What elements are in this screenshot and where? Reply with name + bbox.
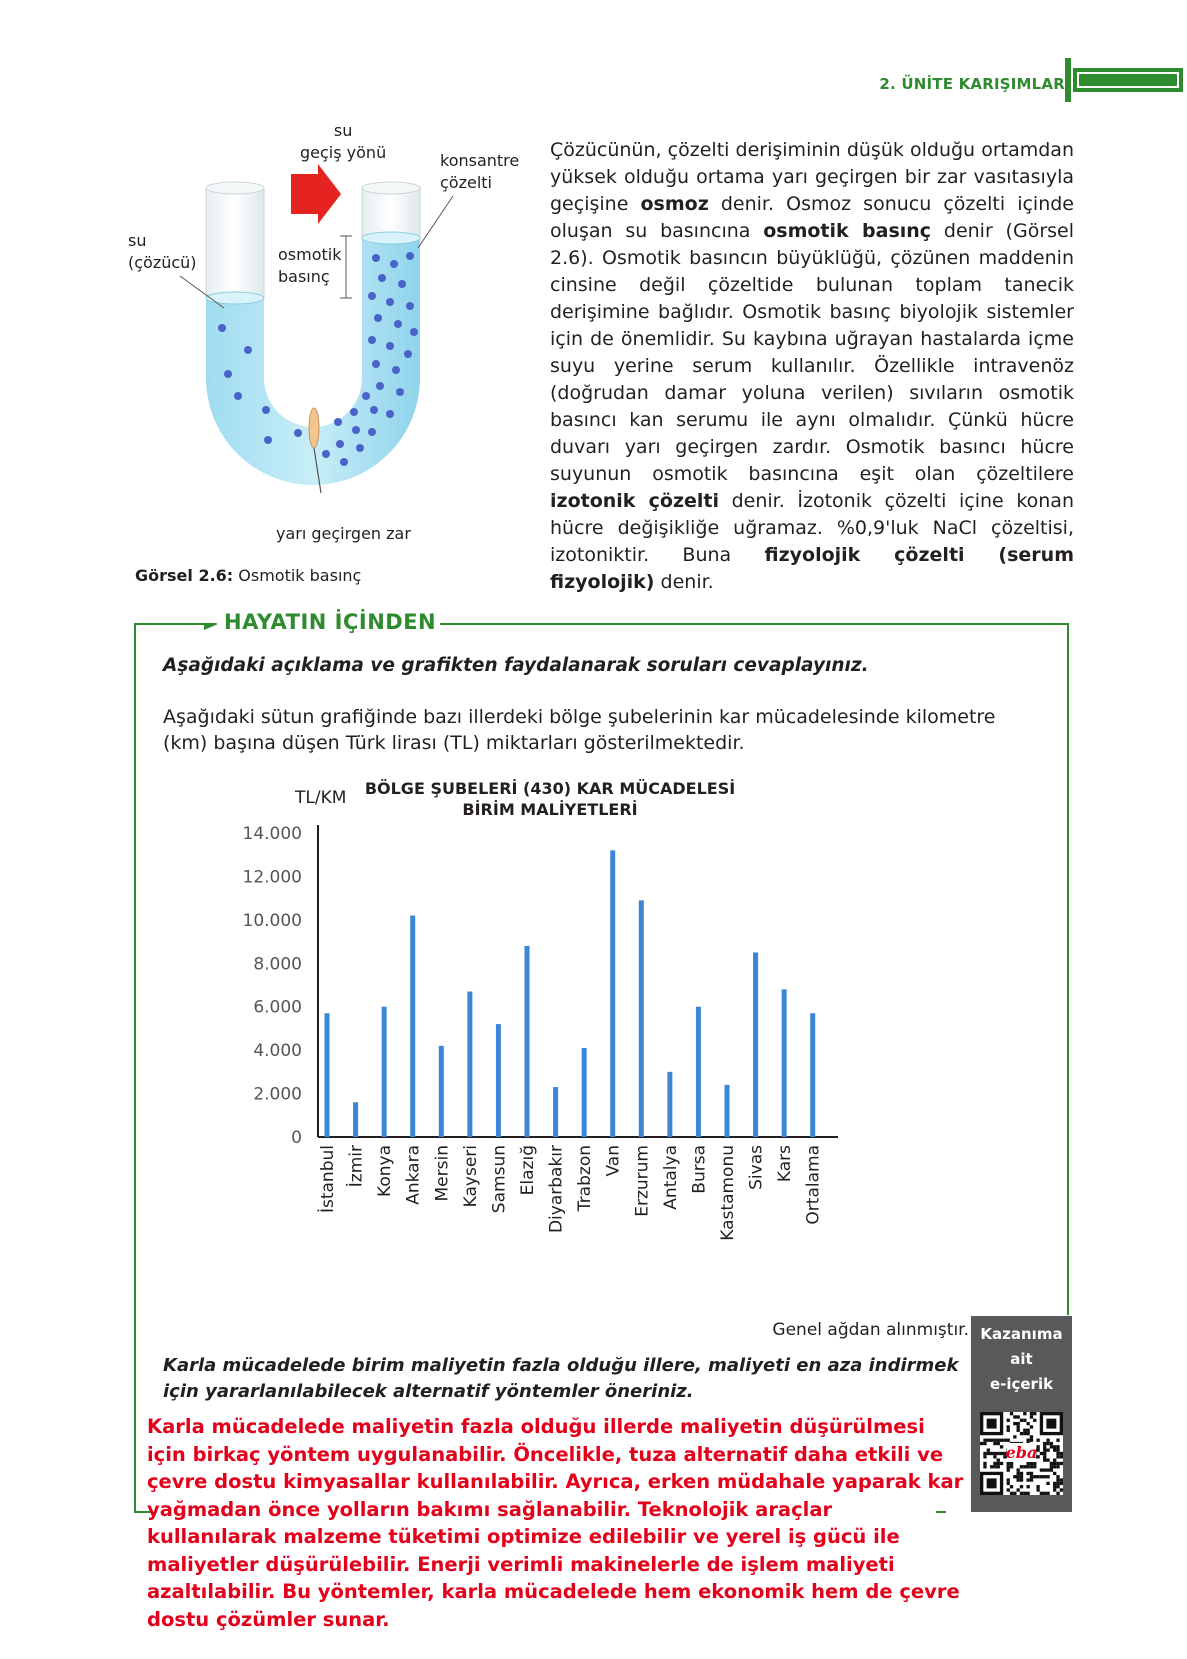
- qr-module: [1056, 1465, 1059, 1468]
- activity-instruction: Aşağıdaki açıklama ve grafikten faydalanarak soruları cevaplayınız.: [163, 655, 869, 676]
- solution-label: [440, 150, 519, 194]
- qr-module: [993, 1452, 996, 1455]
- figure-caption-prefix: Görsel 2.6:: [135, 566, 234, 585]
- solvent-label-line-2: (çözücü): [128, 253, 197, 272]
- bar-2: [353, 1102, 358, 1137]
- solvent-label-line-1: su: [128, 231, 147, 250]
- qr-module: [1046, 1468, 1049, 1471]
- qr-module: [1026, 1439, 1029, 1442]
- qr-module: [1026, 1492, 1029, 1495]
- x-tick-label: Kastamonu: [718, 1145, 738, 1241]
- qr-module: [1020, 1472, 1023, 1475]
- qr-module: [993, 1462, 996, 1465]
- bar-16: [753, 952, 758, 1137]
- qr-module: [1026, 1478, 1029, 1481]
- qr-module: [1043, 1449, 1046, 1452]
- qr-module: [1020, 1492, 1023, 1495]
- qr-module: [1033, 1475, 1036, 1478]
- qr-module: [1053, 1445, 1056, 1448]
- bar-5: [439, 1046, 444, 1137]
- qr-module: [987, 1452, 990, 1455]
- qr-module: [1040, 1452, 1043, 1455]
- qr-module: [1020, 1465, 1023, 1468]
- body-text-part-4: denir. İzotonik çözelti içine konan hücre değişikliğe uğramaz. %0,9'luk NaCl çözeltisi, izotoniktir. Buna: [550, 490, 1074, 566]
- qr-module: [1020, 1419, 1023, 1422]
- bar-13: [667, 1072, 672, 1137]
- qr-module: [1050, 1442, 1053, 1445]
- qr-module: [1017, 1425, 1020, 1428]
- x-tick-label: Elazığ: [518, 1145, 538, 1196]
- membrane-label: yarı geçirgen zar: [276, 524, 411, 543]
- qr-module: [1013, 1475, 1016, 1478]
- activity-box-title: HAYATIN İÇİNDEN: [220, 610, 440, 634]
- econtent-label: [971, 1316, 1072, 1397]
- qr-module: [1026, 1432, 1029, 1435]
- qr-module: [997, 1458, 1000, 1461]
- qr-module: [1000, 1445, 1003, 1448]
- qr-module: [997, 1439, 1000, 1442]
- qr-module: [1043, 1452, 1046, 1455]
- qr-module: [1017, 1475, 1020, 1478]
- qr-module: [1043, 1455, 1046, 1458]
- qr-module: [1053, 1462, 1056, 1465]
- question-text: Karla mücadelede birim maliyetin fazla olduğu illere, maliyeti en aza indirmek için yararlanılabilecek alternatif yöntemler öneriniz.: [163, 1355, 959, 1402]
- qr-module: [997, 1462, 1000, 1465]
- qr-module: [983, 1439, 986, 1442]
- x-tick-label: Konya: [375, 1145, 396, 1197]
- qr-module: [1007, 1429, 1010, 1432]
- bar-10: [582, 1048, 587, 1137]
- pressure-label: [278, 244, 341, 288]
- y-tick-label: 12.000: [242, 867, 302, 888]
- qr-module: [1010, 1492, 1013, 1495]
- x-tick-label: Kayseri: [460, 1145, 481, 1208]
- qr-module: [1026, 1472, 1029, 1475]
- qr-module: [1023, 1419, 1026, 1422]
- y-tick-label: 6.000: [253, 997, 302, 1018]
- body-text-part-1: Çözücünün, çözelti derişiminin düşük olduğu ortamdan yüksek olduğu ortama yarı geçirgen bir zar vasıtasıyla geçişine: [550, 139, 1074, 215]
- qr-module: [1053, 1465, 1056, 1468]
- qr-module: [1056, 1482, 1059, 1485]
- qr-module: [1043, 1445, 1046, 1448]
- pressure-label-line-2: basınç: [278, 267, 330, 286]
- solvent-label: [128, 230, 197, 274]
- bar-15: [725, 1085, 730, 1137]
- qr-module: [1046, 1439, 1049, 1442]
- qr-module: [1056, 1439, 1059, 1442]
- x-tick-label: Trabzon: [575, 1145, 596, 1212]
- qr-module: [1043, 1468, 1046, 1471]
- qr-module: [1056, 1445, 1059, 1448]
- qr-module: [1007, 1488, 1010, 1491]
- qr-module: [1043, 1458, 1046, 1461]
- qr-module: [1056, 1475, 1059, 1478]
- qr-module: [1036, 1485, 1039, 1488]
- qr-module: [1046, 1475, 1049, 1478]
- qr-module: [1046, 1419, 1056, 1429]
- qr-module: [1013, 1435, 1016, 1438]
- qr-module: [1033, 1412, 1036, 1415]
- qr-module: [1060, 1452, 1063, 1455]
- qr-module: [1050, 1465, 1053, 1468]
- qr-module: [1030, 1475, 1033, 1478]
- x-tick-label: Samsun: [489, 1145, 510, 1214]
- osmosis-figure: [128, 118, 548, 558]
- term-osmoz: osmoz: [640, 193, 709, 215]
- body-text-part-3: denir (Görsel 2.6). Osmotik basıncın büyüklüğü, çözünen maddenin cinsine değil çözeltide bulunan toplam tanecik derişimine bağlıdır. Osmotik basınç biyolojik sistemler için de önemlidir. Su kaybına uğrayan hastalarda içme suyu yerine serum kullanılır. Özellikle intravenöz (doğrudan damar yoluna verilen) sıvıların osmotik basıncı kan serumu ile aynı olmalıdır. Çünkü hücre duvarı yarı geçirgen zardır. Osmotik basıncı hücre suyunun osmotik basıncına eşit olan çözeltilere: [550, 220, 1074, 485]
- x-tick-label: Van: [603, 1145, 624, 1177]
- qr-module: [1023, 1412, 1026, 1415]
- x-tick-label: Antalya: [660, 1145, 681, 1210]
- qr-module: [997, 1465, 1000, 1468]
- qr-module: [1010, 1462, 1013, 1465]
- qr-module: [1023, 1429, 1026, 1432]
- bar-8: [525, 946, 530, 1137]
- body-text-part-2: denir. Osmoz sonucu çözelti içinde oluşan su basıncına: [550, 193, 1074, 242]
- econtent-line-1: Kazanıma: [980, 1325, 1063, 1343]
- qr-module: [1026, 1485, 1029, 1488]
- flow-label: [300, 120, 386, 164]
- solution-label-line-2: çözelti: [440, 173, 492, 192]
- y-tick-label: 4.000: [253, 1041, 302, 1062]
- qr-module: [1017, 1429, 1020, 1432]
- bar-3: [382, 1007, 387, 1137]
- qr-module: [1043, 1475, 1046, 1478]
- qr-module: [1007, 1482, 1010, 1485]
- econtent-box[interactable]: [971, 1316, 1072, 1512]
- qr-module: [1023, 1492, 1026, 1495]
- qr-module: [983, 1452, 986, 1455]
- figure-caption-text: Osmotik basınç: [233, 566, 362, 585]
- qr-code-icon[interactable]: [980, 1412, 1063, 1495]
- qr-module: [1053, 1488, 1056, 1491]
- x-tick-label: Ankara: [403, 1145, 424, 1205]
- qr-module: [1010, 1465, 1013, 1468]
- qr-module: [1056, 1452, 1059, 1455]
- qr-module: [993, 1439, 996, 1442]
- qr-module: [1020, 1475, 1023, 1478]
- qr-module: [1053, 1482, 1056, 1485]
- qr-module: [987, 1419, 997, 1429]
- qr-module: [1056, 1492, 1059, 1495]
- body-text-part-5: denir.: [654, 571, 714, 593]
- qr-module: [1033, 1462, 1036, 1465]
- qr-module: [990, 1439, 993, 1442]
- qr-module: [1050, 1462, 1053, 1465]
- x-tick-label: Kars: [775, 1145, 796, 1183]
- y-tick-label: 8.000: [253, 954, 302, 975]
- unit-header-title: 2. ÜNİTE KARIŞIMLAR: [879, 75, 1065, 93]
- qr-module: [990, 1452, 993, 1455]
- qr-module: [1040, 1475, 1043, 1478]
- qr-module: [1033, 1419, 1036, 1422]
- qr-module: [1036, 1475, 1039, 1478]
- qr-module: [1053, 1485, 1056, 1488]
- body-paragraph: [550, 137, 1074, 596]
- qr-module: [1003, 1439, 1006, 1442]
- qr-module: [1017, 1488, 1020, 1491]
- qr-module: [1056, 1485, 1059, 1488]
- qr-module: [983, 1465, 986, 1468]
- x-tick-label: İstanbul: [318, 1145, 338, 1214]
- term-osmotic-pressure: osmotik basınç: [763, 220, 932, 242]
- x-tick-label: Erzurum: [632, 1145, 653, 1217]
- qr-module: [987, 1449, 990, 1452]
- qr-module: [1036, 1439, 1039, 1442]
- qr-module: [1030, 1425, 1033, 1428]
- qr-module: [1046, 1449, 1049, 1452]
- x-tick-label: Bursa: [689, 1145, 710, 1194]
- bar-4: [410, 916, 415, 1137]
- qr-module: [1007, 1478, 1010, 1481]
- qr-module: [1013, 1415, 1016, 1418]
- y-axis-label: TL/KM: [295, 788, 347, 808]
- qr-module: [1040, 1492, 1043, 1495]
- qr-module: [983, 1462, 986, 1465]
- y-tick-label: 0: [291, 1128, 302, 1148]
- qr-module: [1030, 1478, 1033, 1481]
- qr-module: [987, 1478, 997, 1488]
- qr-module: [1020, 1485, 1023, 1488]
- pressure-label-line-1: osmotik: [278, 245, 342, 264]
- qr-module: [1056, 1478, 1059, 1481]
- qr-module: [1060, 1478, 1063, 1481]
- qr-module: [1030, 1412, 1033, 1415]
- qr-module: [1043, 1442, 1046, 1445]
- qr-module: [983, 1442, 986, 1445]
- solution-label-line-1: konsantre: [440, 151, 520, 170]
- x-tick-label: Sivas: [746, 1145, 767, 1190]
- qr-module: [1026, 1429, 1029, 1432]
- bar-7: [496, 1024, 501, 1137]
- flow-label-line-1: su: [333, 121, 353, 140]
- qr-module: [997, 1452, 1000, 1455]
- qr-module: [1023, 1465, 1026, 1468]
- qr-module: [1060, 1488, 1063, 1491]
- y-tick-label: 2.000: [253, 1084, 302, 1105]
- qr-module: [1053, 1458, 1056, 1461]
- qr-module: [1046, 1442, 1049, 1445]
- qr-module: [1030, 1462, 1033, 1465]
- answer-text: Karla mücadelede maliyetin fazla olduğu illerde maliyetin düşürülmesi için birkaç yöntem uygulanabilir. Öncelikle, tuza alternatif daha etkili ve çevre dostu kimyasallar kullanılabilir. Ayrıca, erken müdahale yaparak kar yağmadan önce yolların bakımı sağlanabilir. Teknolojik araçlar kullanılarak malzeme tüketimi optimize edilebilir ve yerel iş gücü ile maliyetler düşürülebilir. Enerji verimli makinelerle de işlem maliyeti azaltılabilir. Bu yöntemler, karla mücadelede hem ekonomik hem de çevre dostu çözümler sunar.: [147, 1415, 964, 1631]
- qr-module: [1060, 1462, 1063, 1465]
- qr-module: [1040, 1468, 1043, 1471]
- bar-12: [639, 900, 644, 1137]
- qr-module: [1007, 1465, 1010, 1468]
- qr-module: [1007, 1439, 1010, 1442]
- qr-module: [997, 1442, 1000, 1445]
- qr-module: [1010, 1485, 1013, 1488]
- bar-18: [810, 1013, 815, 1137]
- qr-module: [1017, 1422, 1020, 1425]
- qr-module: [1026, 1422, 1029, 1425]
- qr-module: [1007, 1462, 1010, 1465]
- unit-header-bar: [1065, 58, 1183, 102]
- qr-module: [1007, 1468, 1010, 1471]
- qr-module: [1017, 1478, 1020, 1481]
- qr-module: [1030, 1435, 1033, 1438]
- qr-module: [993, 1442, 996, 1445]
- qr-module: [983, 1455, 986, 1458]
- qr-module: [990, 1465, 993, 1468]
- qr-module: [1043, 1492, 1046, 1495]
- qr-module: [1033, 1465, 1036, 1468]
- qr-module: [1030, 1415, 1033, 1418]
- qr-module: [1046, 1482, 1049, 1485]
- qr-module: [1023, 1432, 1026, 1435]
- figure-caption: [135, 566, 361, 585]
- bar-17: [782, 989, 787, 1137]
- qr-module: [993, 1455, 996, 1458]
- chart-title-line-1: BÖLGE ŞUBELERİ (430) KAR MÜCADELESİ: [364, 779, 736, 798]
- y-tick-label: 10.000: [242, 910, 302, 931]
- eba-logo: eba: [1005, 1443, 1038, 1462]
- qr-module: [1000, 1462, 1003, 1465]
- bar-14: [696, 1007, 701, 1137]
- activity-intro: Aşağıdaki sütun grafiğinde bazı illerdeki bölge şubelerinin kar mücadelesinde kilometre (km) başına düşen Türk lirası (TL) miktarları gösterilmektedir.: [163, 706, 996, 754]
- flow-label-line-2: geçiş yönü: [300, 143, 387, 162]
- qr-module: [1030, 1439, 1033, 1442]
- qr-module: [1053, 1472, 1056, 1475]
- qr-module: [1056, 1449, 1059, 1452]
- x-tick-label: Ortalama: [803, 1145, 824, 1225]
- qr-module: [1017, 1472, 1020, 1475]
- qr-module: [1046, 1492, 1049, 1495]
- x-tick-label: Diyarbakır: [546, 1145, 567, 1234]
- qr-module: [1056, 1462, 1059, 1465]
- chart-title-line-2: BİRİM MALİYETLERİ: [462, 800, 638, 819]
- qr-module: [1010, 1412, 1013, 1415]
- qr-module: [1000, 1439, 1003, 1442]
- qr-module: [987, 1439, 990, 1442]
- bar-6: [467, 992, 472, 1137]
- x-tick-label: İzmir: [346, 1145, 367, 1188]
- bar-1: [325, 1013, 330, 1137]
- qr-module: [1026, 1465, 1029, 1468]
- qr-module: [1036, 1488, 1039, 1491]
- source-note: Genel ağdan alınmıştır.: [772, 1320, 969, 1340]
- qr-module: [1053, 1449, 1056, 1452]
- qr-module: [1060, 1455, 1063, 1458]
- econtent-line-2: ait: [1010, 1350, 1033, 1368]
- qr-module: [1007, 1425, 1010, 1428]
- qr-module: [1056, 1455, 1059, 1458]
- qr-module: [1026, 1462, 1029, 1465]
- qr-module: [1017, 1468, 1020, 1471]
- qr-module: [1017, 1415, 1020, 1418]
- qr-module: [980, 1442, 983, 1445]
- term-physiological-solution: fizyolojik çözelti (serum fizyolojik): [550, 544, 1074, 593]
- econtent-line-3: e-içerik: [989, 1375, 1054, 1393]
- qr-module: [1050, 1445, 1053, 1448]
- qr-module: [1030, 1472, 1033, 1475]
- qr-module: [1060, 1482, 1063, 1485]
- y-tick-label: 14.000: [242, 824, 302, 844]
- qr-module: [1020, 1478, 1023, 1481]
- qr-module: [1050, 1468, 1053, 1471]
- qr-module: [1030, 1465, 1033, 1468]
- qr-module: [1000, 1452, 1003, 1455]
- qr-module: [1007, 1419, 1010, 1422]
- qr-module: [1013, 1492, 1016, 1495]
- bar-9: [553, 1087, 558, 1137]
- qr-module: [993, 1465, 996, 1468]
- qr-module: [1013, 1422, 1016, 1425]
- bar-11: [610, 850, 615, 1137]
- qr-module: [1020, 1432, 1023, 1435]
- chart-title: [300, 778, 800, 820]
- term-isotonic-solution: izotonik çözelti: [550, 490, 719, 512]
- x-tick-label: Mersin: [432, 1145, 453, 1202]
- qr-module: [1046, 1458, 1049, 1461]
